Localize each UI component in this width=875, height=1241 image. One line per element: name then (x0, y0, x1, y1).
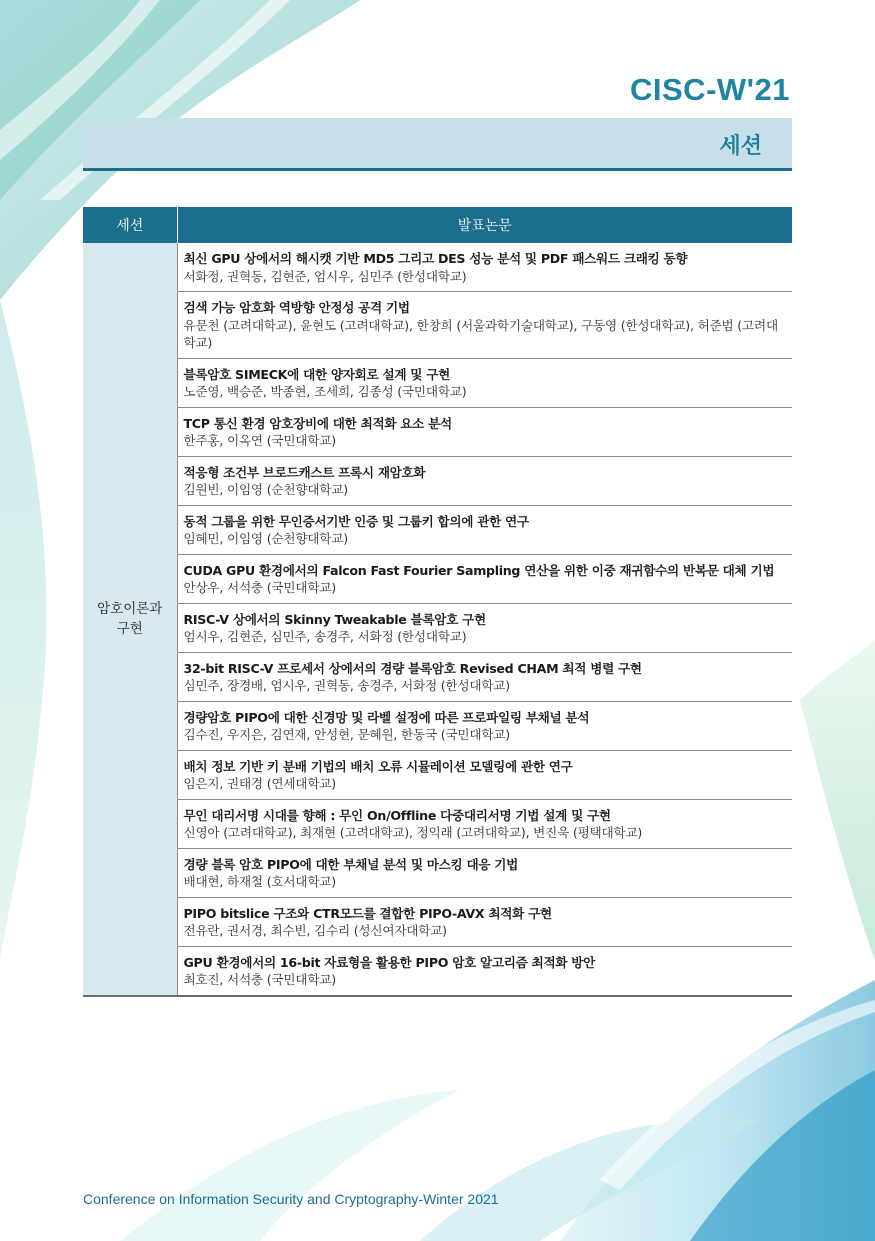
table-row (83, 407, 792, 456)
paper-cell (177, 358, 792, 407)
paper-authors: 전유란, 권서경, 최수빈, 김수리 (성신여자대학교) (183, 923, 447, 938)
paper-title: 최신 GPU 상에서의 해시캣 기반 MD5 그리고 DES 성능 분석 및 PDF 패스워드 크래킹 동향 (183, 251, 688, 266)
paper-cell (177, 897, 792, 946)
table-row (83, 897, 792, 946)
paper-title: 동적 그룹을 위한 무인증서기반 인증 및 그룹키 합의에 관한 연구 (183, 513, 529, 529)
paper-authors: 최호진, 서석충 (국민대학교) (183, 972, 336, 987)
table-row (83, 946, 792, 996)
paper-title: RISC-V 상에서의 Skinny Tweakable 블록암호 구현 (183, 611, 486, 627)
paper-title: 경량 블록 암호 PIPO에 대한 부채널 분석 및 마스킹 대응 기법 (183, 856, 519, 872)
paper-authors: 노준영, 백승준, 박종현, 조세희, 김종성 (국민대학교) (183, 384, 467, 399)
table-row (83, 701, 792, 750)
column-header-session: 세션 (83, 207, 177, 243)
paper-authors: 엄시우, 김현준, 심민주, 송경주, 서화정 (한성대학교) (183, 629, 467, 644)
paper-cell (177, 505, 792, 554)
session-name-line: 암호이론과 (97, 600, 163, 617)
paper-cell (177, 848, 792, 897)
paper-authors: 서화정, 권혁동, 김현준, 엄시우, 심민주 (한성대학교) (183, 268, 467, 284)
paper-title: PIPO bitslice 구조와 CTR모드를 결합한 PIPO-AVX 최적화 구현 (183, 905, 552, 921)
paper-title: TCP 통신 환경 암호장비에 대한 최적화 요소 분석 (183, 415, 452, 431)
paper-cell (177, 407, 792, 456)
table-row (83, 554, 792, 603)
paper-cell (177, 701, 792, 750)
paper-cell (177, 456, 792, 505)
table-row (83, 505, 792, 554)
paper-title: 32-bit RISC-V 프로세서 상에서의 경량 블록암호 Revised CHAM 최적 병렬 구현 (183, 660, 642, 676)
paper-cell (177, 652, 792, 701)
paper-authors: 유문천 (고려대학교), 윤현도 (고려대학교), 한창희 (서울과학기술대학교), 구동영 (한성대학교), 허준범 (고려대학교) (183, 317, 778, 350)
paper-title: 경량암호 PIPO에 대한 신경망 및 라벨 설정에 따른 프로파일링 부채널 분석 (183, 709, 590, 725)
section-header-band (83, 118, 792, 171)
table-row (83, 848, 792, 897)
table-row (83, 603, 792, 652)
paper-cell (177, 554, 792, 603)
paper-cell (177, 243, 792, 292)
paper-cell (177, 946, 792, 996)
footer-conference-name: Conference on Information Security and Cryptography-Winter 2021 (83, 1191, 499, 1207)
paper-authors: 임은지, 권태경 (연세대학교) (183, 776, 336, 791)
paper-authors: 심민주, 장경배, 엄시우, 권혁동, 송경주, 서화정 (한성대학교) (183, 678, 510, 693)
table-row (83, 799, 792, 848)
table-header-row (83, 207, 792, 243)
paper-cell (177, 292, 792, 359)
paper-cell (177, 603, 792, 652)
session-table (83, 207, 792, 997)
paper-title: 무인 대리서명 시대를 향해 : 무인 On/Offline 다중대리서명 기법 설계 및 구현 (183, 807, 611, 823)
session-name-line: 구현 (116, 620, 143, 637)
column-header-papers: 발표논문 (177, 207, 792, 243)
table-row (83, 292, 792, 359)
paper-title: 블록암호 SIMECK에 대한 양자회로 설계 및 구현 (183, 366, 450, 382)
paper-title: CUDA GPU 환경에서의 Falcon Fast Fourier Sampling 연산을 위한 이중 재귀함수의 반복문 대체 기법 (183, 562, 775, 578)
paper-authors: 김원빈, 이임영 (순천향대학교) (183, 482, 348, 497)
paper-cell (177, 799, 792, 848)
table-row (83, 358, 792, 407)
paper-authors: 임혜민, 이임영 (순천향대학교) (183, 531, 348, 546)
paper-authors: 안상우, 서석충 (국민대학교) (183, 580, 336, 595)
paper-title: GPU 환경에서의 16-bit 자료형을 활용한 PIPO 암호 알고리즘 최적화 방안 (183, 954, 596, 970)
paper-rows (83, 243, 792, 996)
paper-title: 적응형 조건부 브로드캐스트 프록시 재암호화 (183, 464, 426, 480)
table-row (83, 243, 792, 292)
paper-title: 배치 정보 기반 키 분배 기법의 배치 오류 시뮬레이션 모델링에 관한 연구 (183, 758, 573, 774)
paper-cell (177, 750, 792, 799)
table-row (83, 750, 792, 799)
paper-authors: 신영아 (고려대학교), 최재현 (고려대학교), 정익래 (고려대학교), 변진욱 (평택대학교) (183, 825, 643, 840)
session-name-cell (83, 243, 177, 996)
section-title: 세션 (719, 134, 762, 159)
paper-authors: 김수진, 우지은, 김연재, 안성현, 문혜원, 한동국 (국민대학교) (183, 727, 510, 742)
conference-logo: CISC-W'21 (630, 72, 790, 107)
paper-authors: 한주홍, 이옥연 (국민대학교) (183, 433, 336, 448)
paper-authors: 배대현, 하재철 (호서대학교) (183, 874, 336, 889)
table-row (83, 652, 792, 701)
table-row (83, 456, 792, 505)
paper-title: 검색 가능 암호화 역방향 안정성 공격 기법 (183, 300, 410, 315)
